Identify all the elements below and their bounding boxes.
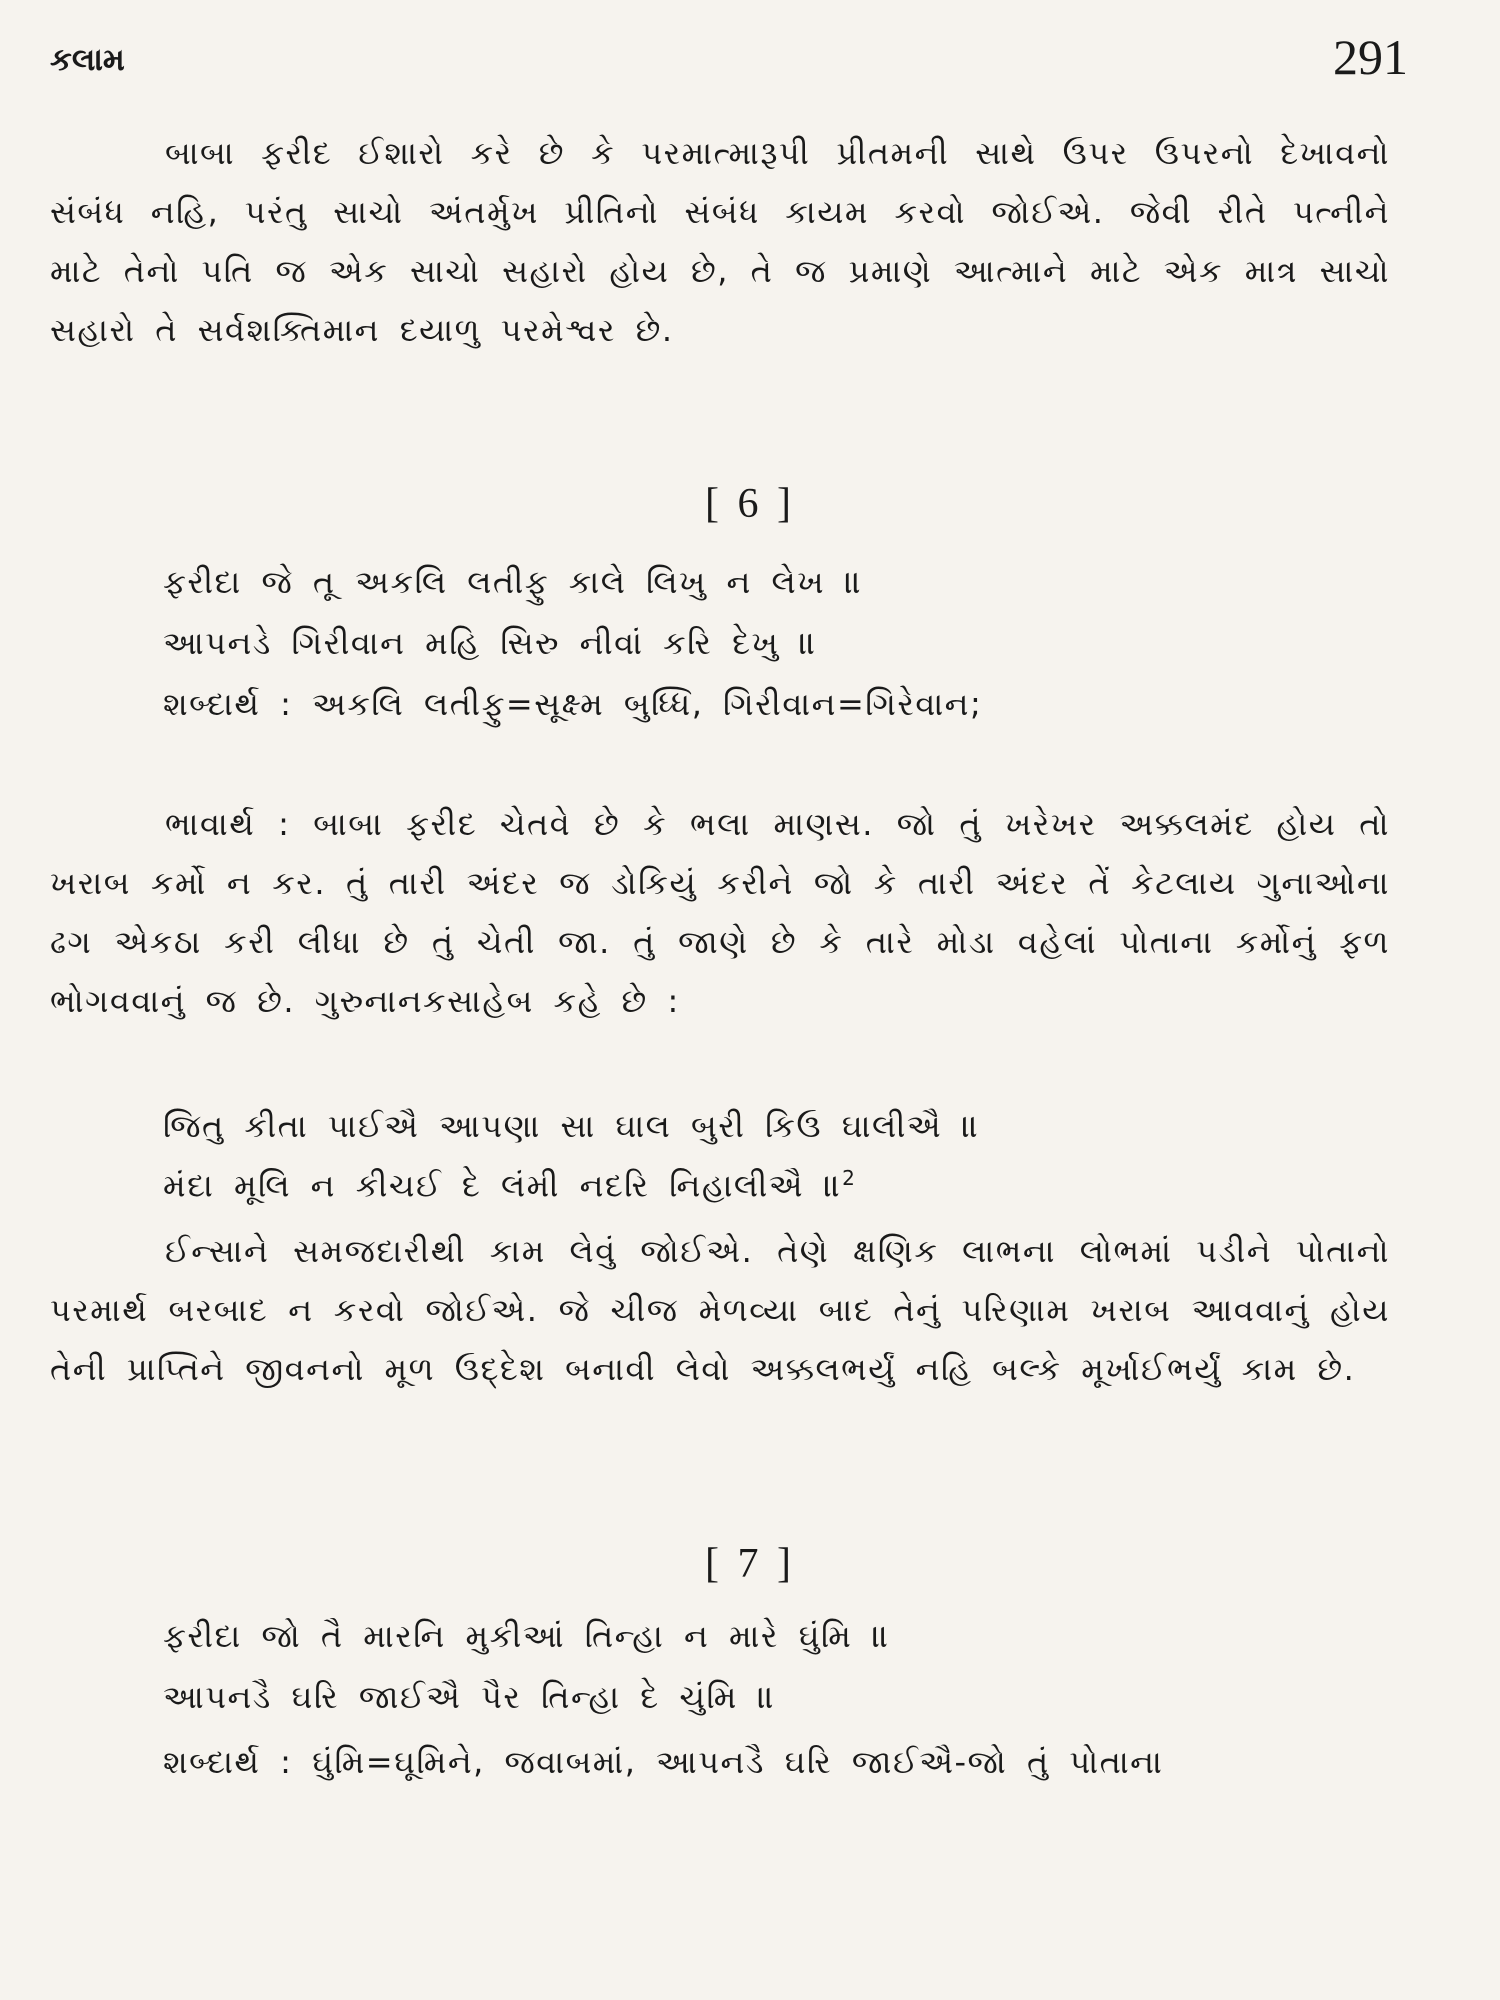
word-meaning-6: શબ્દાર્થ : અકલિ લતીફુ=સૂક્ષ્મ બુધ્ધિ, ગિરીવાન=ગિરેવાન; bbox=[163, 685, 983, 723]
verse-6-line-2: આપનડે ગિરીવાન મહિ સિરુ નીવાં કરિ દેખુ ॥ bbox=[163, 624, 818, 662]
page-header bbox=[50, 28, 1408, 98]
paragraph-intro: બાબા ફરીદ ઈશારો કરે છે કે પરમાત્મારૂપી પ્રીતમની સાથે ઉપર ઉપરનો દેખાવનો સંબંધ નહિ, પરંતુ સાચો અંતર્મુખ પ્રીતિનો સંબંધ કાયમ કરવો જોઈએ. જેવી રીતે પત્નીને માટે તેનો પતિ જ એક સાચો સહારો હોય છે, તે જ પ્રમાણે આત્માને માટે એક માત્ર સાચો સહારો તે સર્વશક્તિમાન દયાળુ પરમેશ્વર છે. bbox=[50, 134, 1390, 349]
verse-7-line-1: ફરીદા જો તૈ મારનિ મુકીઆં તિન્હા ન મારે ઘુંમિ ॥ bbox=[163, 1617, 891, 1655]
word-meaning-7: શબ્દાર્થ : ઘુંમિ=ઘૂમિને, જવાબમાં, આપનડૈ ઘરિ જાઈઐ-જો તું પોતાના bbox=[163, 1743, 1164, 1781]
footnote-marker: 2 bbox=[842, 1166, 857, 1190]
page-number: 291 bbox=[1333, 29, 1408, 85]
paragraph-explanation: ઈન્સાને સમજદારીથી કામ લેવું જોઈએ. તેણે ક્ષણિક લાભના લોભમાં પડીને પોતાનો પરમાર્થ બરબાદ ન કરવો જોઈએ. જે ચીજ મેળવ્યા બાદ તેનું પરિણામ ખરાબ આવવાનું હોય તેની પ્રાપ્તિને જીવનનો મૂળ ઉદ્દેશ બનાવી લેવો અક્કલભર્યું નહિ બલ્કે મૂર્ખાઈભર્યું કામ છે. bbox=[50, 1232, 1390, 1388]
running-head: કલામ bbox=[50, 42, 125, 78]
section-number-6: [ 6 ] bbox=[705, 481, 795, 527]
verse-7-line-2: આપનડૈ ઘરિ જાઈઐ પૈર તિન્હા દે ચુંમિ ॥ bbox=[163, 1678, 776, 1716]
paragraph-meaning-6: ભાવાર્થ : બાબા ફરીદ ચેતવે છે કે ભલા માણસ. જો તું ખરેખર અક્કલમંદ હોય તો ખરાબ કર્મો ન કર. તું તારી અંદર જ ડોકિયું કરીને જો કે તારી અંદર તેં કેટલાય ગુનાઓના ઢગ એકઠા કરી લીધા છે તું ચેતી જા. તું જાણે છે કે તારે મોડા વહેલાં પોતાના કર્મોનું ફળ ભોગવવાનું જ છે. ગુરુનાનકસાહેબ કહે છે : bbox=[50, 805, 1390, 1020]
section-number-7: [ 7 ] bbox=[705, 1541, 795, 1587]
quote-line-2-text: મંદા મૂલિ ન કીચઈ દે લંમી નદરિ નિહાલીઐ ॥ bbox=[163, 1166, 843, 1205]
verse-6-line-1: ફરીદા જે તૂ અકલિ લતીફુ કાલે લિખુ ન લેખ ॥ bbox=[163, 563, 864, 601]
quote-line-1: જિતુ કીતા પાઈઐ આપણા સા ઘાલ બુરી કિઉ ઘાલીઐ ॥ bbox=[163, 1107, 981, 1145]
quote-line-2 bbox=[163, 1166, 1393, 1206]
